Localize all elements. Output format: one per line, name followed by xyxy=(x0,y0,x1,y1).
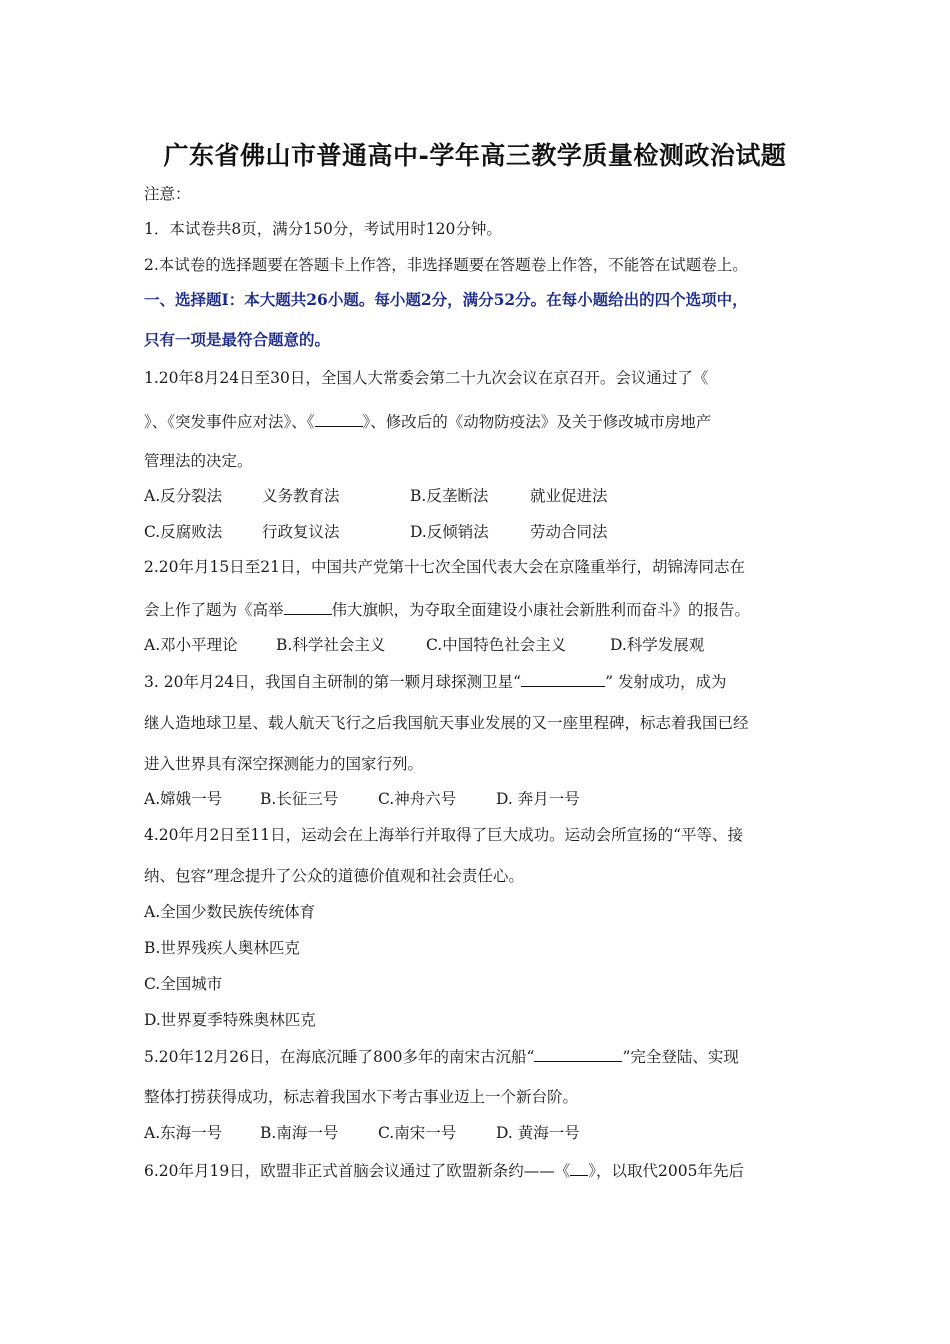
q4-line-2: 纳、包容”理念提升了公众的道德价值观和社会责任心。 xyxy=(144,867,524,885)
q4-option-a: A.全国少数民族传统体育 xyxy=(144,903,316,921)
q1-option-d-1: D.反倾销法 xyxy=(410,523,489,541)
q3-option-c: C.神舟六号 xyxy=(378,790,457,808)
q5-line-1-part-b: ”完全登陆、实现 xyxy=(622,1048,739,1066)
q1-option-d-2: 劳动合同法 xyxy=(530,523,608,541)
q2-option-c: C.中国特色社会主义 xyxy=(426,636,567,654)
q2-line-2 xyxy=(144,598,814,620)
q1-line-1: 1.20年8月24日至30日，全国人大常委会第二十九次会议在京召开。会议通过了《 xyxy=(144,369,709,387)
q1-option-a-1: A.反分裂法 xyxy=(144,487,223,505)
q1-option-a-2: 义务教育法 xyxy=(262,487,340,505)
q5-option-c: C.南宋一号 xyxy=(378,1124,457,1142)
q6-line-1 xyxy=(144,1159,814,1181)
q1-line-3: 管理法的决定。 xyxy=(144,452,253,470)
q3-option-a: A.嫦娥一号 xyxy=(144,790,223,808)
q3-line-1 xyxy=(144,670,814,692)
q3-line-1-part-b: ” 发射成功，成为 xyxy=(605,673,727,691)
q2-option-a: A.邓小平理论 xyxy=(144,636,238,654)
q4-option-d: D.世界夏季特殊奥林匹克 xyxy=(144,1011,316,1029)
q6-line-1-part-b: 》，以取代2005年先后 xyxy=(588,1162,744,1180)
q2-option-d: D.科学发展观 xyxy=(610,636,705,654)
q1-option-c-2: 行政复议法 xyxy=(262,523,340,541)
q1-option-b-2: 就业促进法 xyxy=(530,487,608,505)
q5-line-2: 整体打捞获得成功，标志着我国水下考古事业迈上一个新台阶。 xyxy=(144,1088,579,1106)
page-title: 广东省佛山市普通高中-学年高三教学质量检测政治试题 xyxy=(163,141,787,170)
q4-line-1: 4.20年月2日至11日，运动会在上海举行并取得了巨大成功。运动会所宣扬的“平等、接 xyxy=(144,826,744,844)
q3-option-b: B.长征三号 xyxy=(260,790,339,808)
q1-line-2-part-b: 》、修改后的《动物防疫法》及关于修改城市房地产 xyxy=(362,413,712,431)
q2-option-b: B.科学社会主义 xyxy=(276,636,386,654)
q2-line-2-part-b: 伟大旗帜，为夺取全面建设小康社会新胜利而奋斗》的报告。 xyxy=(331,601,751,619)
q4-option-c: C.全国城市 xyxy=(144,975,223,993)
q5-option-b: B.南海一号 xyxy=(260,1124,339,1142)
q5-option-a: A.东海一号 xyxy=(144,1124,223,1142)
q3-line-1-part-a: 3. 20年月24日，我国自主研制的第一颗月球探测卫星“ xyxy=(144,673,522,691)
notice-item-2: 2.本试卷的选择题要在答题卡上作答，非选择题要在答题卷上作答，不能答在试题卷上。 xyxy=(144,256,748,274)
q6-line-1-part-a: 6.20年月19日，欧盟非正式首脑会议通过了欧盟新条约——《 xyxy=(144,1162,571,1180)
q5-option-d: D. 黄海一号 xyxy=(496,1124,580,1142)
q1-line-2-part-a: 》、《突发事件应对法》、《 xyxy=(144,413,315,431)
q2-line-2-part-a: 会上作了题为《高举 xyxy=(144,601,284,619)
q5-answer-blank xyxy=(534,1045,622,1062)
q3-option-d: D. 奔月一号 xyxy=(496,790,580,808)
q1-answer-blank xyxy=(315,410,363,427)
q6-answer-blank xyxy=(570,1159,588,1176)
q1-line-2 xyxy=(144,410,814,432)
q1-option-c-1: C.反腐败法 xyxy=(144,523,223,541)
q5-line-1-part-a: 5.20年12月26日，在海底沉睡了800多年的南宋古沉船“ xyxy=(144,1048,535,1066)
notice-item-1: 1．本试卷共8页，满分150分，考试用时120分钟。 xyxy=(144,220,502,238)
section-heading-line-2: 只有一项是最符合题意的。 xyxy=(144,330,331,349)
q2-answer-blank xyxy=(284,598,332,615)
q3-line-2: 继人造地球卫星、载人航天飞行之后我国航天事业发展的又一座里程碑，标志着我国已经 xyxy=(144,714,749,732)
notice-heading: 注意： xyxy=(144,185,191,203)
q3-line-3: 进入世界具有深空探测能力的国家行列。 xyxy=(144,755,424,773)
q1-option-b-1: B.反垄断法 xyxy=(410,487,489,505)
q3-answer-blank xyxy=(521,670,605,687)
q5-line-1 xyxy=(144,1045,814,1067)
q2-line-1: 2.20年月15日至21日，中国共产党第十七次全国代表大会在京隆重举行，胡锦涛同志在 xyxy=(144,558,745,576)
section-heading-line-1: 一、选择题Ⅰ：本大题共26小题。每小题2分，满分52分。在每小题给出的四个选项中， xyxy=(144,290,748,309)
q4-option-b: B.世界残疾人奥林匹克 xyxy=(144,939,300,957)
